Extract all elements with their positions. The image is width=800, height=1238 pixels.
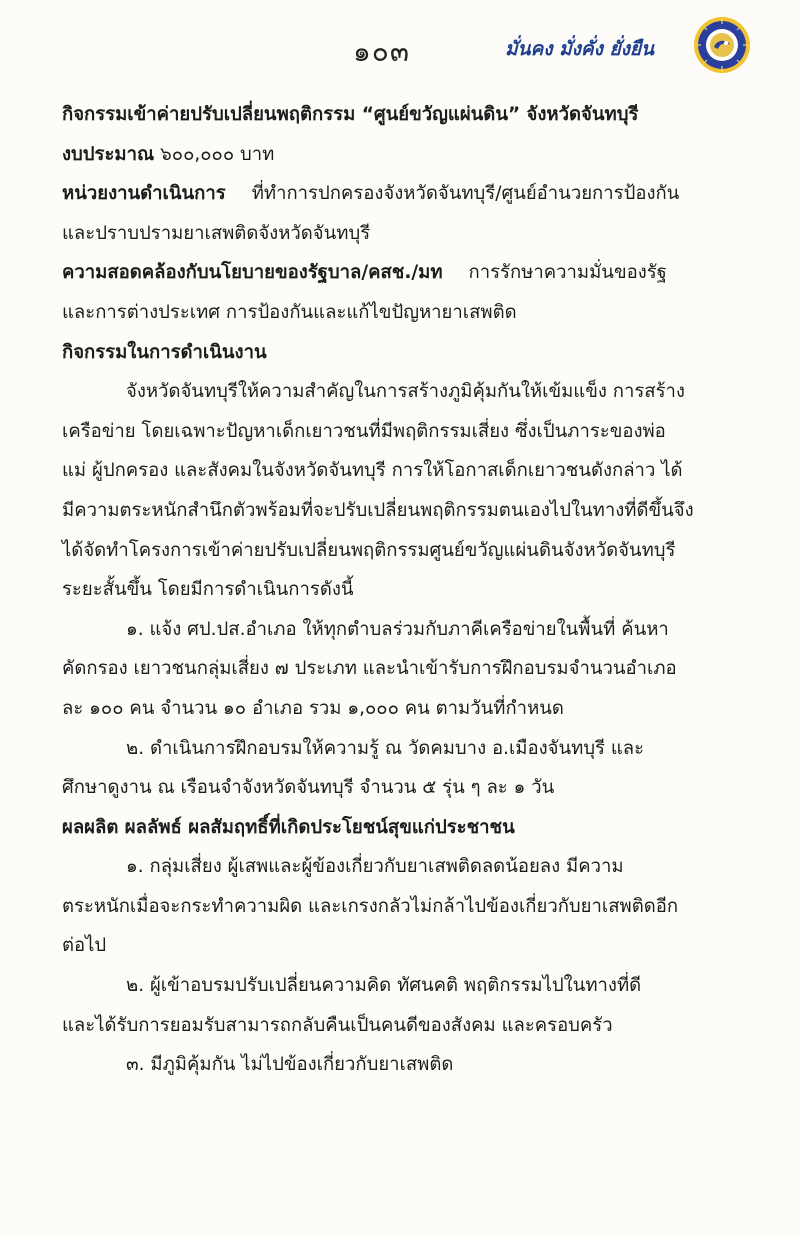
provincial-emblem-icon bbox=[692, 15, 752, 75]
agency-value: ที่ทำการปกครองจังหวัดจันทบุรี/ศูนย์อำนวยการป้องกัน bbox=[251, 183, 680, 205]
activities-paragraph-line: ได้จัดทำโครงการเข้าค่ายปรับเปลี่ยนพฤติกรรมศูนย์ขวัญแผ่นดินจังหวัดจันทบุรี bbox=[62, 539, 676, 561]
activity-item-1: ๑. แจ้ง ศป.ปส.อำเภอ ให้ทุกตำบลร่วมกับภาคีเครือข่ายในพื้นที่ ค้นหา bbox=[126, 618, 669, 640]
budget-value: ๖๐๐,๐๐๐ บาท bbox=[160, 143, 275, 165]
outcome-item-2: ๒. ผู้เข้าอบรมปรับเปลี่ยนความคิด ทัศนคติ พฤติกรรมไปในทางที่ดี bbox=[126, 975, 642, 997]
document-body bbox=[62, 95, 762, 1085]
budget-label: งบประมาณ bbox=[62, 143, 155, 165]
outcome-item-1-line: ต่อไป bbox=[62, 935, 107, 957]
outcome-item-1-line: ตระหนักเมื่อจะกระทำความผิด และเกรงกลัวไม่กล้าไปข้องเกี่ยวกับยาเสพติดอีก bbox=[62, 895, 679, 917]
agency-value-continued: และปราบปรามยาเสพติดจังหวัดจันทบุรี bbox=[62, 222, 371, 244]
activities-paragraph-line: จังหวัดจันทบุรีให้ความสำคัญในการสร้างภูมิคุ้มกันให้เข้มแข็ง การสร้าง bbox=[126, 381, 685, 403]
activities-paragraph-line: แม่ ผู้ปกครอง และสังคมในจังหวัดจันทบุรี การให้โอกาสเด็กเยาวชนดังกล่าว ได้ bbox=[62, 460, 683, 482]
activity-item-1-line: ละ ๑๐๐ คน จำนวน ๑๐ อำเภอ รวม ๑,๐๐๐ คน ตามวันที่กำหนด bbox=[62, 697, 564, 719]
agency-line bbox=[62, 174, 762, 214]
activities-paragraph-line: ระยะสั้นขึ้น โดยมีการดำเนินการดังนี้ bbox=[62, 579, 354, 601]
page-header bbox=[0, 0, 800, 90]
policy-label: ความสอดคล้องกับนโยบายของรัฐบาล/คสช./มท bbox=[62, 262, 443, 284]
outcome-item-1: ๑. กลุ่มเสี่ยง ผู้เสพและผู้ข้องเกี่ยวกับยาเสพติดลดน้อยลง มีความ bbox=[126, 856, 624, 878]
activities-heading: กิจกรรมในการดำเนินงาน bbox=[62, 341, 267, 363]
policy-line bbox=[62, 253, 762, 293]
page-number: ๑๐๓ bbox=[353, 35, 411, 68]
policy-value: การรักษาความมั่นของรัฐ bbox=[468, 262, 667, 284]
activities-paragraph-line: เครือข่าย โดยเฉพาะปัญหาเด็กเยาวชนที่มีพฤติกรรมเสี่ยง ซึ่งเป็นภาระของพ่อ bbox=[62, 420, 666, 442]
outcome-item-3: ๓. มีภูมิคุ้มกัน ไม่ไปข้องเกี่ยวกับยาเสพติด bbox=[126, 1054, 454, 1076]
activity-item-1-line: คัดกรอง เยาวชนกลุ่มเสี่ยง ๗ ประเภท และนำเข้ารับการฝึกอบรมจำนวนอำเภอ bbox=[62, 658, 677, 680]
policy-value-continued: และการต่างประเทศ การป้องกันและแก้ไขปัญหายาเสพติด bbox=[62, 301, 517, 323]
outcomes-heading: ผลผลิต ผลลัพธ์ ผลสัมฤทธิ์ที่เกิดประโยชน์สุขแก่ประชาชน bbox=[62, 816, 515, 838]
activity-item-2-line: ศึกษาดูงาน ณ เรือนจำจังหวัดจันทบุรี จำนวน ๕ รุ่น ๆ ละ ๑ วัน bbox=[62, 777, 555, 799]
outcome-item-2-line: และได้รับการยอมรับสามารถกลับคืนเป็นคนดีของสังคม และครอบครัว bbox=[62, 1014, 613, 1036]
budget-line bbox=[62, 135, 762, 175]
activity-item-2: ๒. ดำเนินการฝึกอบรมให้ความรู้ ณ วัดคมบาง อ.เมืองจันทบุรี และ bbox=[126, 737, 645, 759]
document-title: กิจกรรมเข้าค่ายปรับเปลี่ยนพฤติกรรม “ศูนย์ขวัญแผ่นดิน” จังหวัดจันทบุรี bbox=[62, 104, 639, 125]
activities-paragraph-line: มีความตระหนักสำนึกตัวพร้อมที่จะปรับเปลี่ยนพฤติกรรมตนเองไปในทางที่ดีขึ้นจึง bbox=[62, 499, 694, 521]
slogan: มั่นคง มั่งคั่ง ยั่งยืน bbox=[505, 38, 655, 60]
agency-label: หน่วยงานดำเนินการ bbox=[62, 183, 226, 205]
